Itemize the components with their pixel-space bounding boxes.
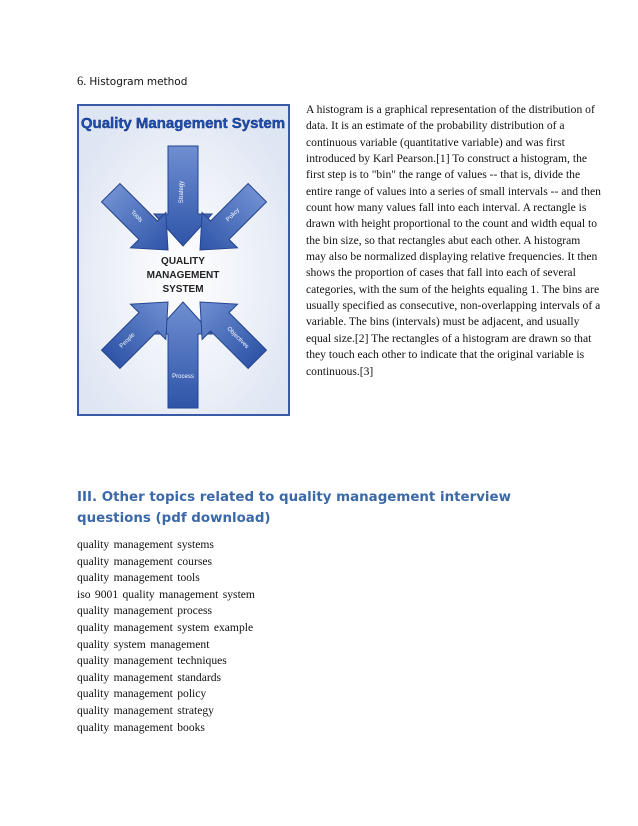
- list-item: quality management strategy: [77, 703, 214, 717]
- list-item: quality management tools: [77, 571, 200, 585]
- topics-list: [77, 537, 255, 736]
- list-item: quality management system example: [77, 620, 254, 634]
- center-line-1: QUALITY: [161, 256, 205, 267]
- qms-diagram-figure: [77, 104, 290, 416]
- arrow-label-objectives: Objectives: [225, 326, 250, 351]
- list-item: quality system management: [77, 637, 210, 651]
- center-line-3: SYSTEM: [162, 284, 204, 295]
- list-item: quality management process: [77, 604, 212, 618]
- list-item: quality management courses: [77, 554, 212, 568]
- arrow-label-process: Process: [172, 374, 194, 380]
- section-3-heading: III. Other topics related to quality management interview questions (pdf download): [77, 490, 511, 526]
- center-line-2: MANAGEMENT: [146, 270, 220, 281]
- arrow-label-tools: Tools: [129, 209, 144, 224]
- list-item: quality management techniques: [77, 654, 227, 668]
- section-6-heading: [77, 74, 187, 89]
- list-item: iso 9001 quality management system: [77, 587, 255, 601]
- list-item: quality management systems: [77, 538, 214, 551]
- diagram-title: Quality Management System: [80, 115, 286, 132]
- section-title-word: method: [146, 76, 188, 88]
- section-number: 6.: [77, 74, 87, 88]
- list-item: quality management standards: [77, 670, 222, 684]
- arrow-label-policy: Policy: [225, 207, 242, 224]
- list-item: quality management books: [77, 720, 205, 734]
- section-title-word: Histogram: [89, 76, 144, 88]
- list-item: quality management policy: [77, 687, 207, 701]
- arrow-label-strategy: Strategy: [179, 180, 185, 204]
- qms-diagram: [79, 106, 288, 414]
- arrow-label-people: People: [118, 332, 137, 350]
- histogram-description: A histogram is a graphical representation of the distribution of data. It is an estimate of the probability distribution of a continuous variable (quantitative variable) and was first introduced by Karl Pearson.[1] To construct a histogram, the first step is to "bin" the range of values -- that is, divide the entire range of values into a series of small intervals -- and then count how many values fall into each interval. A rectangle is drawn with height proportional to the count and width equal to the bin size, so that rectangles abut each other. A histogram may also be normalized displaying relative frequencies. It then shows the proportion of cases that fall into each of several categories, with the sum of the heights equaling 1. The bins are usually specified as consecutive, non-overlapping intervals of a variable. The bins (intervals) must be adjacent, and usually equal size.[2] The rectangles of a histogram are drawn so that they touch each other to indicate that the original variable is continuous.[3]: [306, 103, 601, 378]
